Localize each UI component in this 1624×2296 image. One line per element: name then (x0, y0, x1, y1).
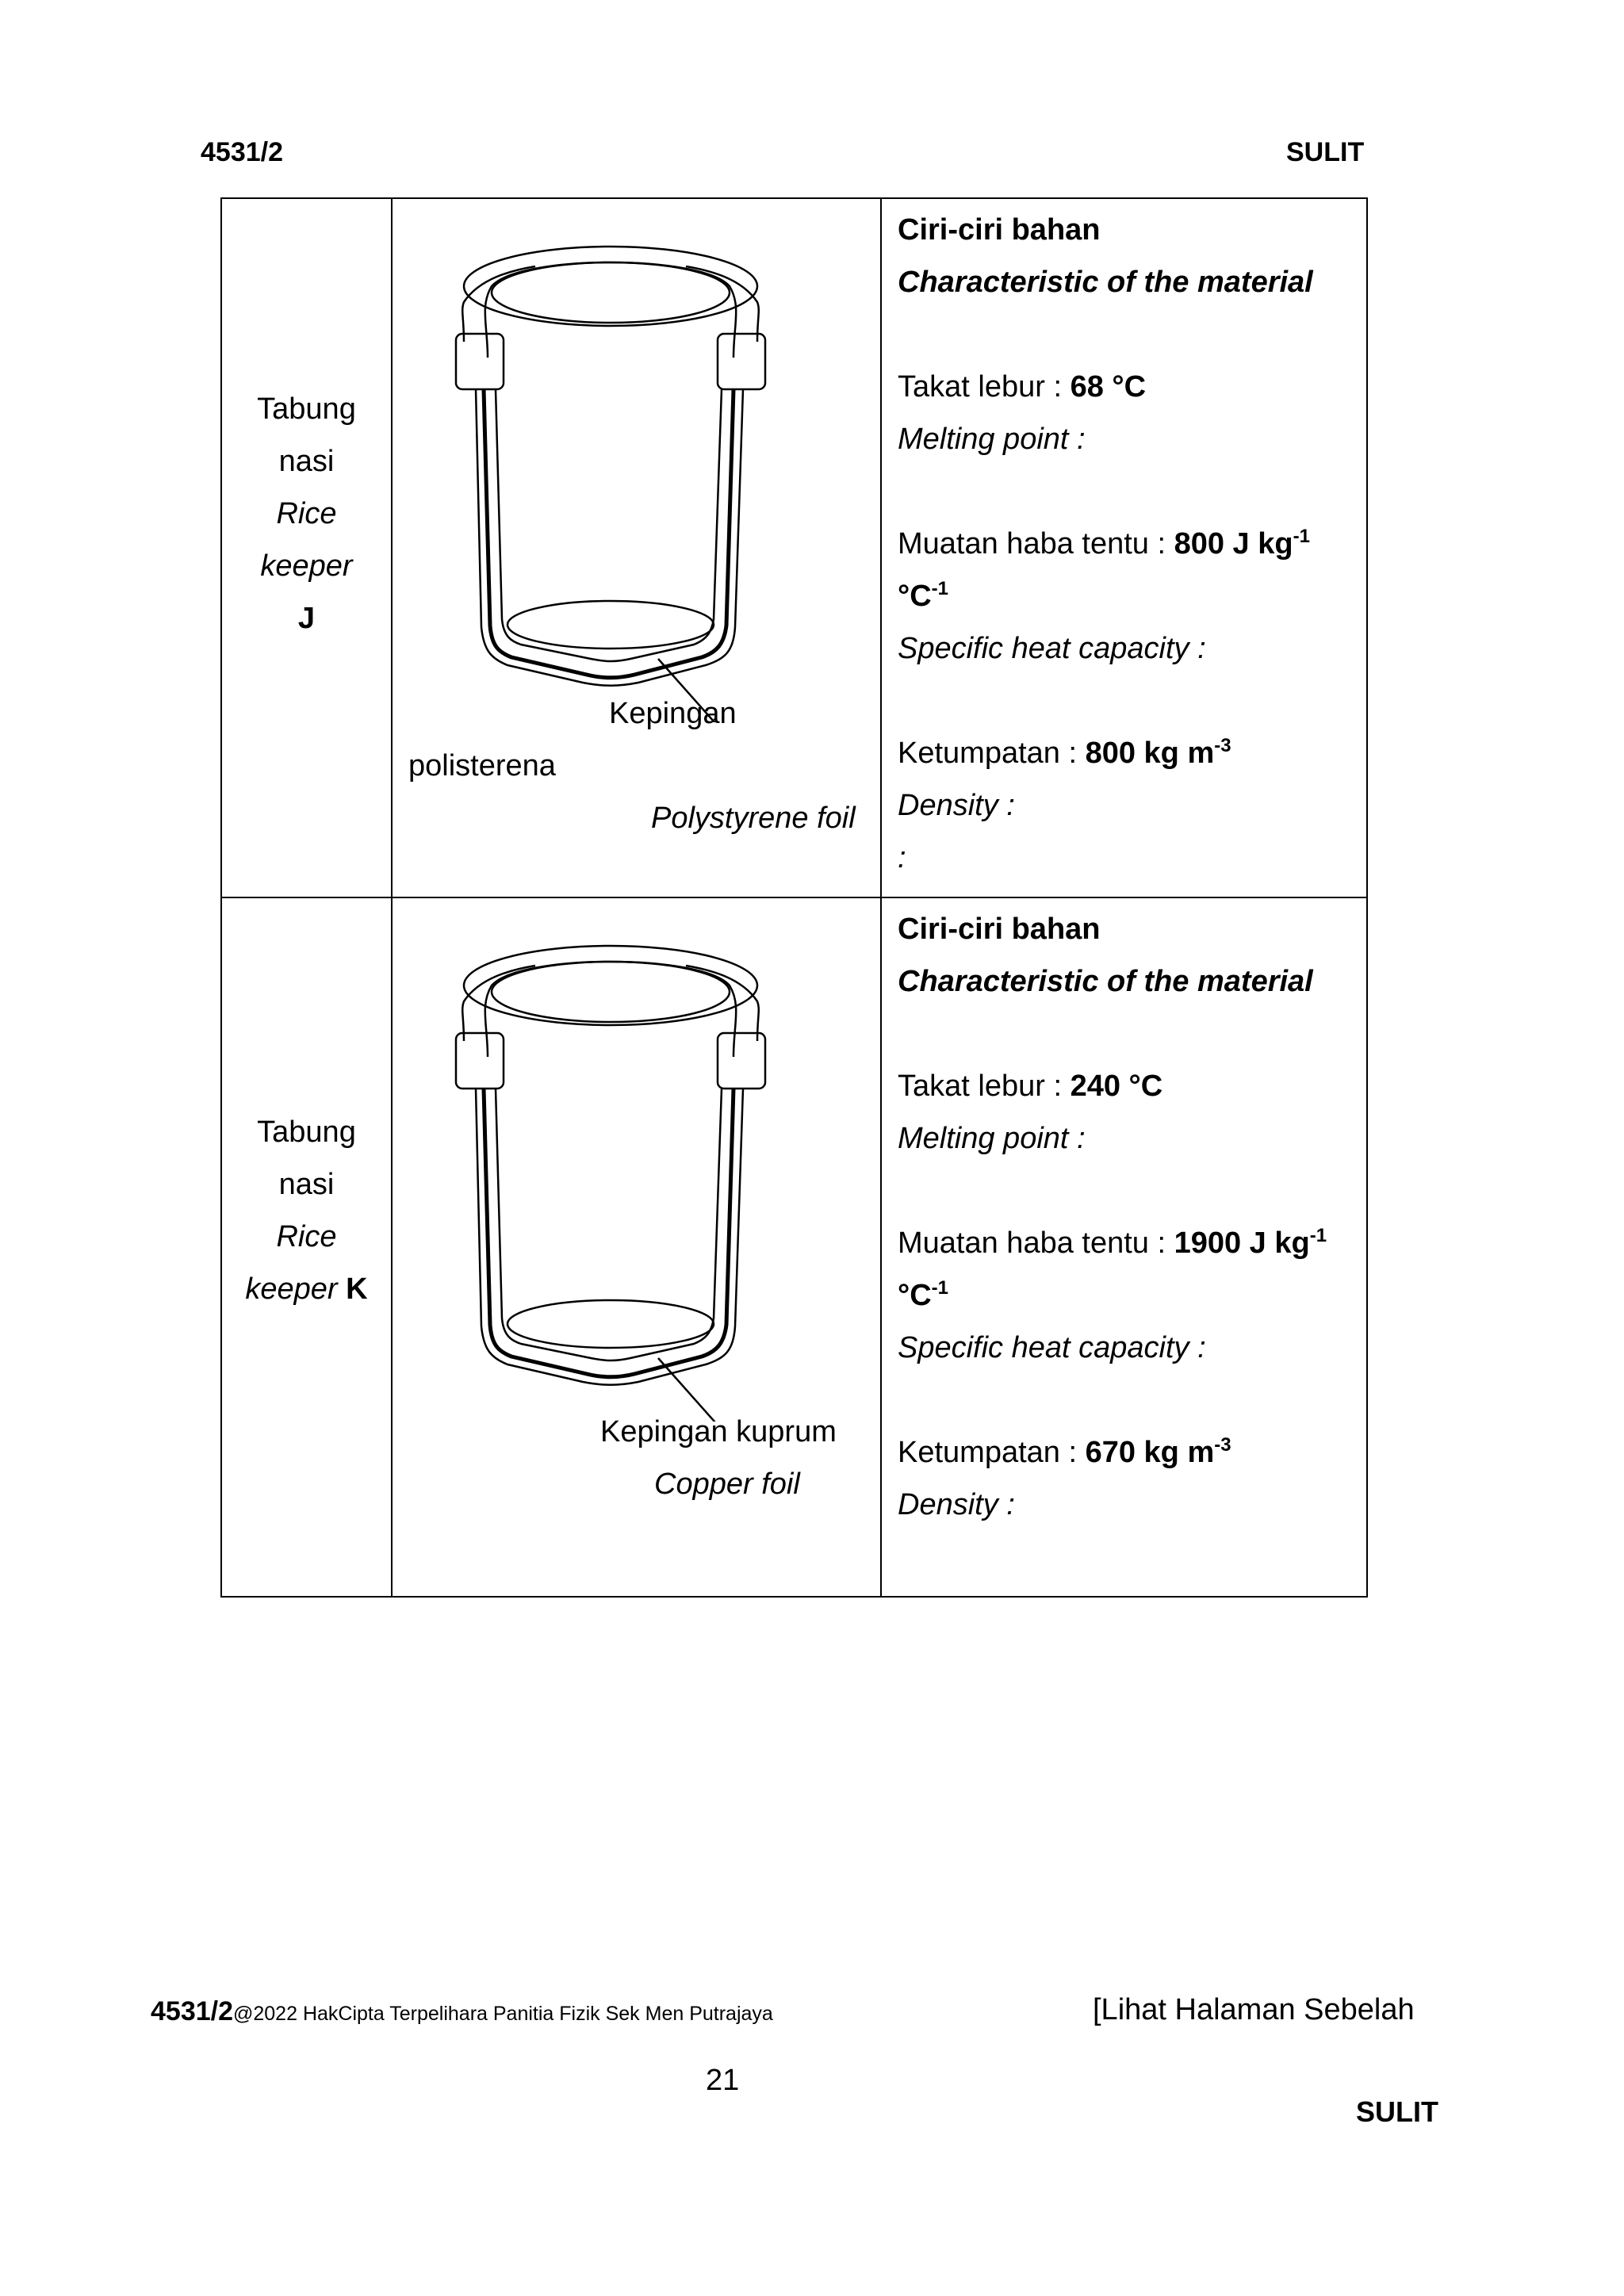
density-row (898, 727, 1358, 779)
caption-english: Polystyrene foil (651, 802, 856, 835)
shc-unit: °C (898, 580, 932, 613)
char-heading-english: Characteristic of the material (898, 266, 1313, 299)
label-malay-line2: nasi (278, 445, 335, 478)
char-heading-malay: Ciri-ciri bahan (898, 913, 1101, 946)
shc-label: Muatan haba tentu : (898, 527, 1174, 561)
label-cell-k (221, 897, 392, 1597)
rice-keeper-k-label (222, 1106, 391, 1315)
label-malay-line1: Tabung (257, 1115, 356, 1149)
caption-malay-line1: Kepingan (609, 697, 737, 730)
footer-copyright-text: @2022 HakCipta Terpelihara Panitia Fizik Sek Men Putrajaya (233, 2003, 773, 2025)
page-number: 21 (706, 2064, 740, 2097)
shc-row (898, 1217, 1358, 1269)
footer-next-page-note: [Lihat Halaman Sebelah (1093, 1993, 1415, 2026)
density-english: Density : (898, 1488, 1015, 1521)
blank-line (898, 465, 1358, 518)
shc-unit-row (898, 570, 1358, 622)
char-heading-malay: Ciri-ciri bahan (898, 213, 1101, 247)
drawing-cell-j (392, 198, 881, 897)
characteristics-list-k (898, 903, 1358, 1531)
rice-keeper-j-label (222, 383, 391, 645)
shc-unit: °C (898, 1279, 932, 1312)
caption-malay: Kepingan kuprum (600, 1415, 837, 1448)
header-paper-code: 4531/2 (201, 137, 283, 167)
characteristics-list-j (898, 204, 1358, 884)
material-table (220, 197, 1368, 1598)
label-malay-line2: nasi (278, 1168, 335, 1201)
char-heading-english: Characteristic of the material (898, 965, 1313, 998)
density-label: Ketumpatan : (898, 1436, 1086, 1469)
shc-unit-row (898, 1269, 1358, 1322)
keeper-letter-k: K (346, 1272, 368, 1306)
header-classification: SULIT (1286, 137, 1365, 167)
blank-line (898, 1374, 1358, 1426)
characteristics-cell-j (881, 198, 1367, 897)
density-value: 670 kg m (1085, 1436, 1215, 1469)
keeper-letter-j: J (297, 602, 316, 635)
blank-line (898, 1165, 1358, 1217)
rice-keeper-drawing-icon (432, 231, 781, 722)
shc-value: 1900 J kg (1174, 1226, 1310, 1260)
caption-english: Copper foil (654, 1468, 800, 1501)
melting-value: 240 °C (1070, 1070, 1163, 1103)
caption-malay-line2: polisterena (408, 749, 556, 783)
footer-copyright (151, 1996, 773, 2027)
footer-classification: SULIT (1356, 2095, 1438, 2128)
density-label: Ketumpatan : (898, 737, 1086, 770)
table-row-keeper-j (221, 198, 1367, 897)
blank-line (898, 308, 1358, 361)
drawing-cell-k (392, 897, 881, 1597)
label-english-line2 (222, 1263, 391, 1315)
blank-line (898, 675, 1358, 727)
melting-english: Melting point : (898, 423, 1086, 456)
blank-line (898, 1008, 1358, 1060)
density-value: 800 kg m (1085, 737, 1215, 770)
label-english-line1: Rice (276, 497, 337, 530)
density-exponent: -3 (1214, 1434, 1231, 1456)
melting-point-row (898, 361, 1358, 413)
table-row-keeper-k (221, 897, 1367, 1597)
density-english: Density : (898, 789, 1015, 822)
label-english-keeper: keeper (245, 1272, 338, 1306)
label-english-line2: keeper (260, 549, 353, 583)
shc-row (898, 518, 1358, 570)
shc-exponent-1: -1 (1309, 1225, 1327, 1246)
label-english-line1: Rice (276, 1220, 337, 1253)
melting-label: Takat lebur : (898, 370, 1071, 404)
shc-english: Specific heat capacity : (898, 632, 1206, 665)
shc-label: Muatan haba tentu : (898, 1226, 1174, 1260)
melting-english: Melting point : (898, 1122, 1086, 1155)
density-row (898, 1426, 1358, 1479)
shc-exponent-2: -1 (931, 578, 948, 599)
trailing-colon: : (898, 841, 906, 874)
label-malay-line1: Tabung (257, 392, 356, 426)
melting-label: Takat lebur : (898, 1070, 1071, 1103)
rice-keeper-drawing-icon (432, 930, 781, 1422)
shc-exponent-1: -1 (1293, 526, 1310, 547)
label-cell-j (221, 198, 392, 897)
melting-point-row (898, 1060, 1358, 1112)
shc-value: 800 J kg (1174, 527, 1293, 561)
footer-paper-code: 4531/2 (151, 1996, 233, 2026)
shc-english: Specific heat capacity : (898, 1331, 1206, 1364)
melting-value: 68 °C (1070, 370, 1147, 404)
characteristics-cell-k (881, 897, 1367, 1597)
density-exponent: -3 (1214, 735, 1231, 756)
shc-exponent-2: -1 (931, 1277, 948, 1299)
